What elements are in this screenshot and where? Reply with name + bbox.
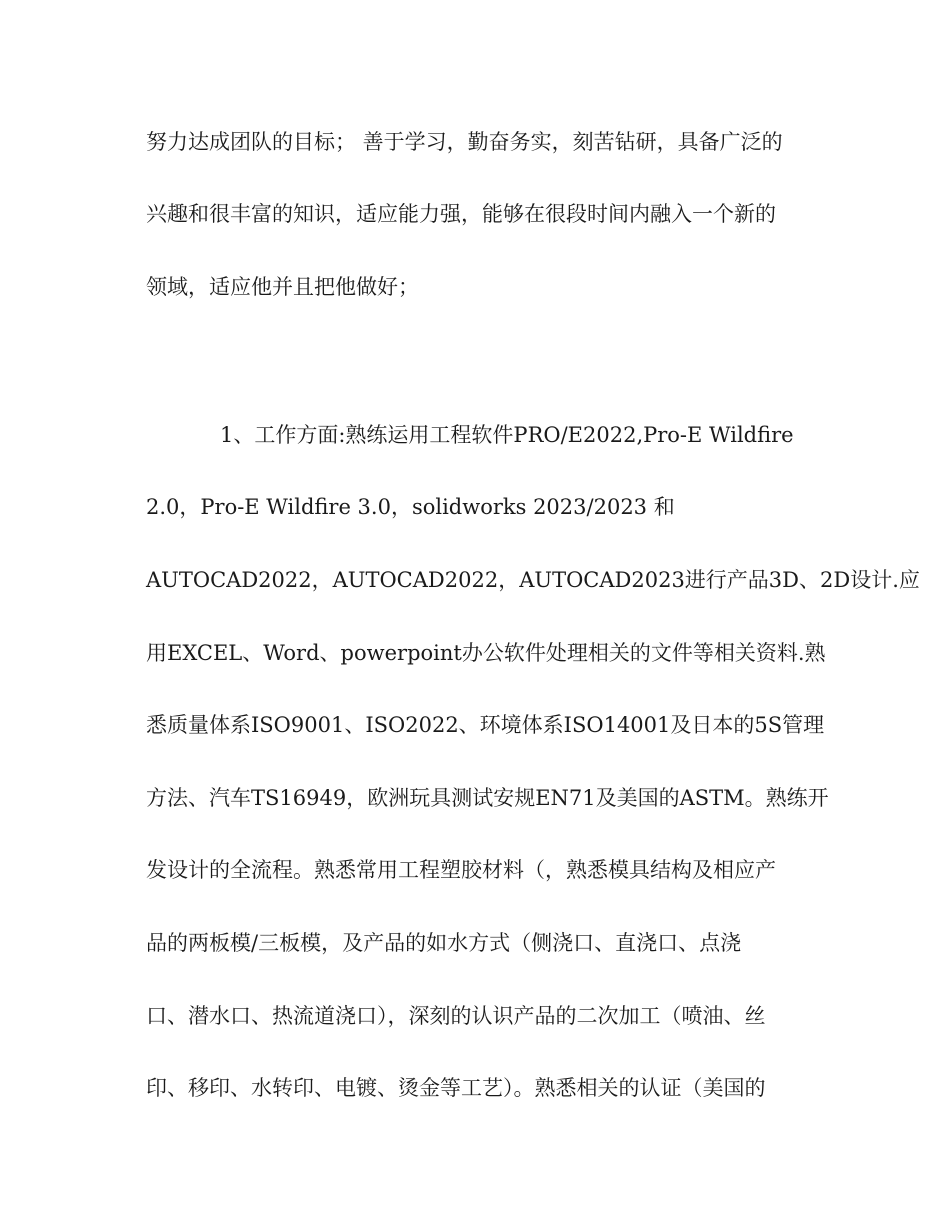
text-line: 印、移印、水转印、电镀、烫金等工艺）。熟悉相关的认证（美国的: [146, 1076, 766, 1100]
text-line: 口、潜水口、热流道浇口），深刻的认识产品的二次加工（喷油、丝: [146, 1004, 766, 1028]
text-line: 兴趣和很丰富的知识，适应能力强，能够在很段时间内融入一个新的: [146, 202, 776, 226]
text-line: 1、工作方面:熟练运用工程软件PRO/E2022,Pro-E Wildfire: [220, 423, 794, 447]
text-line: 领域，适应他并且把他做好；: [146, 275, 419, 299]
text-line: 用EXCEL、Word、powerpoint办公软件处理相关的文件等相关资料.熟: [146, 641, 826, 665]
text-line: 2.0，Pro-E Wildfire 3.0，solidworks 2023/2023 和: [146, 495, 675, 519]
text-line: 发设计的全流程。熟悉常用工程塑胶材料（，熟悉模具结构及相应产: [146, 858, 776, 882]
text-line: 品的两板模/三板模，及产品的如水方式（侧浇口、直浇口、点浇: [146, 931, 742, 955]
text-line: 努力达成团队的目标； 善于学习，勤奋务实，刻苦钻研，具备广泛的: [146, 130, 783, 154]
text-line: AUTOCAD2022，AUTOCAD2022，AUTOCAD2023进行产品3D、2D设计.应: [146, 568, 920, 592]
text-line: 方法、汽车TS16949，欧洲玩具测试安规EN71及美国的ASTM。熟练开: [146, 786, 829, 810]
text-line: 悉质量体系ISO9001、ISO2022、环境体系ISO14001及日本的5S管理: [146, 713, 825, 737]
